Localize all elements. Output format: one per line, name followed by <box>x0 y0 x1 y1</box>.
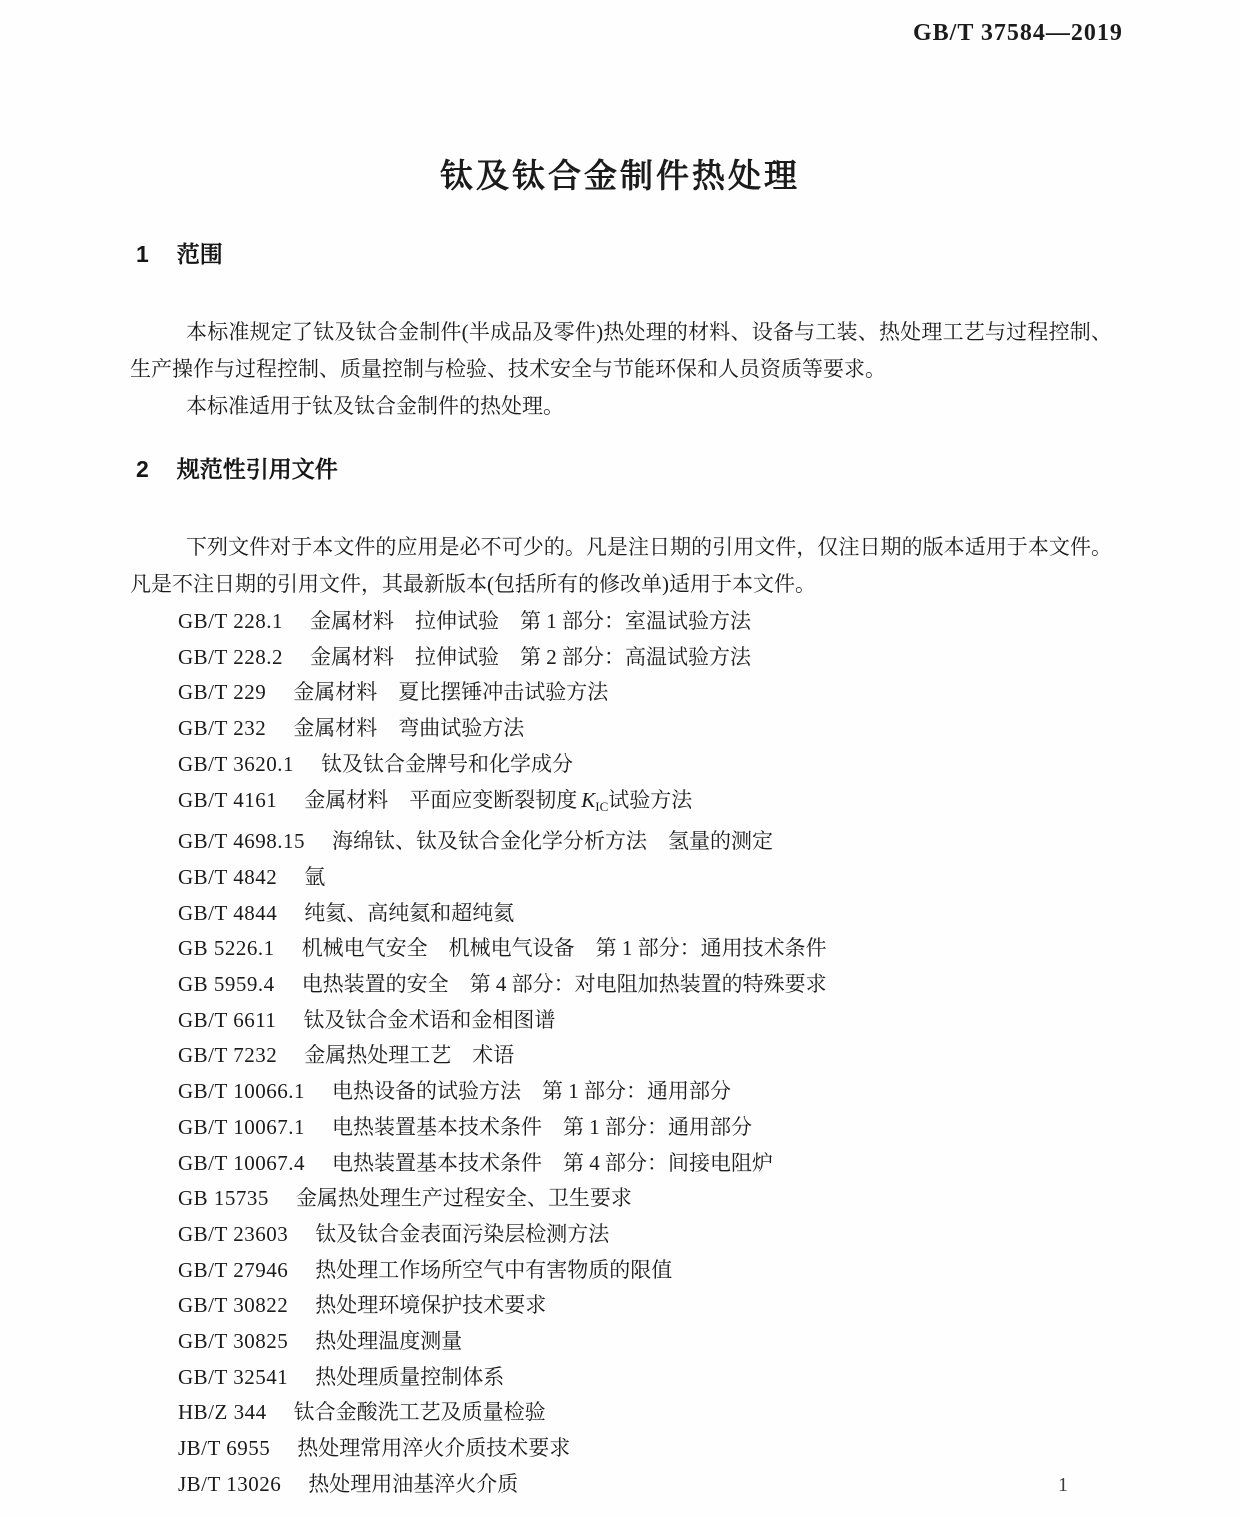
reference-item <box>178 1074 1112 1110</box>
reference-code: GB/T 228.2 <box>178 644 283 669</box>
reference-item <box>178 824 1112 860</box>
reference-item <box>178 1181 1112 1217</box>
reference-item <box>178 1395 1112 1431</box>
reference-item <box>178 1110 1112 1146</box>
reference-item <box>178 1467 1112 1503</box>
fracture-toughness-subscript: IC <box>595 798 609 814</box>
section-scope-heading <box>136 238 1112 270</box>
section-references-title: 规范性引用文件 <box>176 456 338 482</box>
reference-title: 氩 <box>304 864 326 889</box>
reference-item <box>178 1217 1112 1253</box>
reference-title: 金属材料 拉伸试验 第 2 部分：高温试验方法 <box>309 644 751 669</box>
section-references-number: 2 <box>136 456 149 482</box>
reference-item <box>178 747 1112 783</box>
reference-code: HB/Z 344 <box>178 1400 267 1425</box>
reference-code: GB/T 4844 <box>178 900 278 925</box>
reference-title: 机械电气安全 机械电气设备 第 1 部分：通用技术条件 <box>301 936 827 961</box>
section-scope-title: 范围 <box>176 241 223 267</box>
reference-code: GB 5226.1 <box>178 936 275 961</box>
reference-title: 热处理温度测量 <box>315 1329 463 1354</box>
reference-item <box>178 1038 1112 1074</box>
reference-title: 热处理常用淬火介质技术要求 <box>297 1436 571 1461</box>
references-intro: 下列文件对于本文件的应用是必不可少的。凡是注日期的引用文件，仅注日期的版本适用于本文件。凡是不注日期的引用文件，其最新版本(包括所有的修改单)适用于本文件。 <box>130 535 1112 596</box>
reference-item <box>178 1253 1112 1289</box>
reference-code: GB/T 27946 <box>178 1257 289 1282</box>
reference-code: GB 5959.4 <box>178 972 275 997</box>
reference-code: GB/T 10067.4 <box>178 1150 305 1175</box>
reference-title: 金属热处理工艺 术语 <box>304 1043 515 1068</box>
reference-code: GB/T 4842 <box>178 864 278 889</box>
reference-title: 钛及钛合金术语和金相图谱 <box>303 1007 556 1032</box>
reference-item <box>178 931 1112 967</box>
reference-title: 钛及钛合金牌号和化学成分 <box>320 751 573 776</box>
reference-item <box>178 675 1112 711</box>
reference-item <box>178 896 1112 932</box>
reference-title: 电热装置基本技术条件 第 4 部分：间接电阻炉 <box>331 1150 773 1175</box>
reference-code: GB/T 232 <box>178 716 267 741</box>
reference-code: GB/T 3620.1 <box>178 751 294 776</box>
reference-code: GB/T 30822 <box>178 1293 289 1318</box>
reference-code: GB/T 10066.1 <box>178 1079 305 1104</box>
reference-item <box>178 1324 1112 1360</box>
reference-code: GB/T 23603 <box>178 1221 289 1246</box>
reference-item <box>178 1146 1112 1182</box>
reference-code: JB/T 6955 <box>178 1436 271 1461</box>
reference-code: GB/T 7232 <box>178 1043 278 1068</box>
section-references-heading <box>136 453 1112 485</box>
reference-title: 热处理用油基淬火介质 <box>308 1471 519 1496</box>
document-content <box>130 238 1112 1503</box>
reference-list <box>130 604 1112 1503</box>
reference-title: 海绵钛、钛及钛合金化学分析方法 氢量的测定 <box>331 829 773 854</box>
reference-code: GB/T 30825 <box>178 1329 289 1354</box>
reference-item <box>178 1360 1112 1396</box>
reference-title: 纯氦、高纯氦和超纯氦 <box>304 900 515 925</box>
reference-title: 金属材料 夏比摆锤冲击试验方法 <box>293 680 609 705</box>
doc-number: GB/T 37584—2019 <box>913 20 1123 46</box>
reference-title: 电热装置的安全 第 4 部分：对电阻加热装置的特殊要求 <box>301 972 827 997</box>
reference-code: GB/T 4161 <box>178 787 278 812</box>
section-scope-number: 1 <box>136 241 149 267</box>
reference-title: 钛及钛合金表面污染层检测方法 <box>315 1221 610 1246</box>
reference-item <box>178 860 1112 896</box>
reference-item <box>178 1431 1112 1467</box>
doc-title: 钛及钛合金制件热处理 <box>440 157 800 195</box>
reference-item <box>178 604 1112 640</box>
reference-title: 热处理环境保护技术要求 <box>315 1293 547 1318</box>
fracture-toughness-symbol: K <box>581 787 596 812</box>
reference-title: 电热装置基本技术条件 第 1 部分：通用部分 <box>331 1114 752 1139</box>
reference-title: 钛合金酸洗工艺及质量检验 <box>293 1400 546 1425</box>
reference-item <box>178 967 1112 1003</box>
reference-title: 金属材料 弯曲试验方法 <box>293 716 525 741</box>
reference-title: 金属材料 拉伸试验 第 1 部分：室温试验方法 <box>309 609 751 633</box>
reference-code: JB/T 13026 <box>178 1471 282 1496</box>
reference-code: GB/T 10067.1 <box>178 1114 305 1139</box>
reference-item <box>178 640 1112 676</box>
reference-title: 金属热处理生产过程安全、卫生要求 <box>295 1186 632 1211</box>
page-number: 1 <box>1058 1474 1068 1496</box>
reference-code: GB/T 4698.15 <box>178 829 305 854</box>
reference-item <box>178 1288 1112 1324</box>
reference-item <box>178 711 1112 747</box>
scope-paragraph-2: 本标准适用于钛及钛合金制件的热处理。 <box>186 394 564 418</box>
reference-code: GB/T 6611 <box>178 1007 277 1032</box>
reference-code: GB/T 32541 <box>178 1364 289 1389</box>
reference-item <box>178 1003 1112 1039</box>
reference-title: 金属材料 平面应变断裂韧度 $K_{IC}$试验方法 <box>304 787 693 814</box>
scope-paragraph-1: 本标准规定了钛及钛合金制件(半成品及零件)热处理的材料、设备与工装、热处理工艺与过程控制、生产操作与过程控制、质量控制与检验、技术安全与节能环保和人员资质等要求。 <box>130 320 1112 381</box>
reference-title: 电热设备的试验方法 第 1 部分：通用部分 <box>331 1079 731 1104</box>
reference-item <box>178 783 1112 825</box>
reference-title: 热处理工作场所空气中有害物质的限值 <box>315 1257 673 1282</box>
reference-code: GB/T 228.1 <box>178 609 283 633</box>
reference-code: GB/T 229 <box>178 680 267 705</box>
reference-code: GB 15735 <box>178 1186 269 1211</box>
reference-title: 热处理质量控制体系 <box>315 1364 505 1389</box>
